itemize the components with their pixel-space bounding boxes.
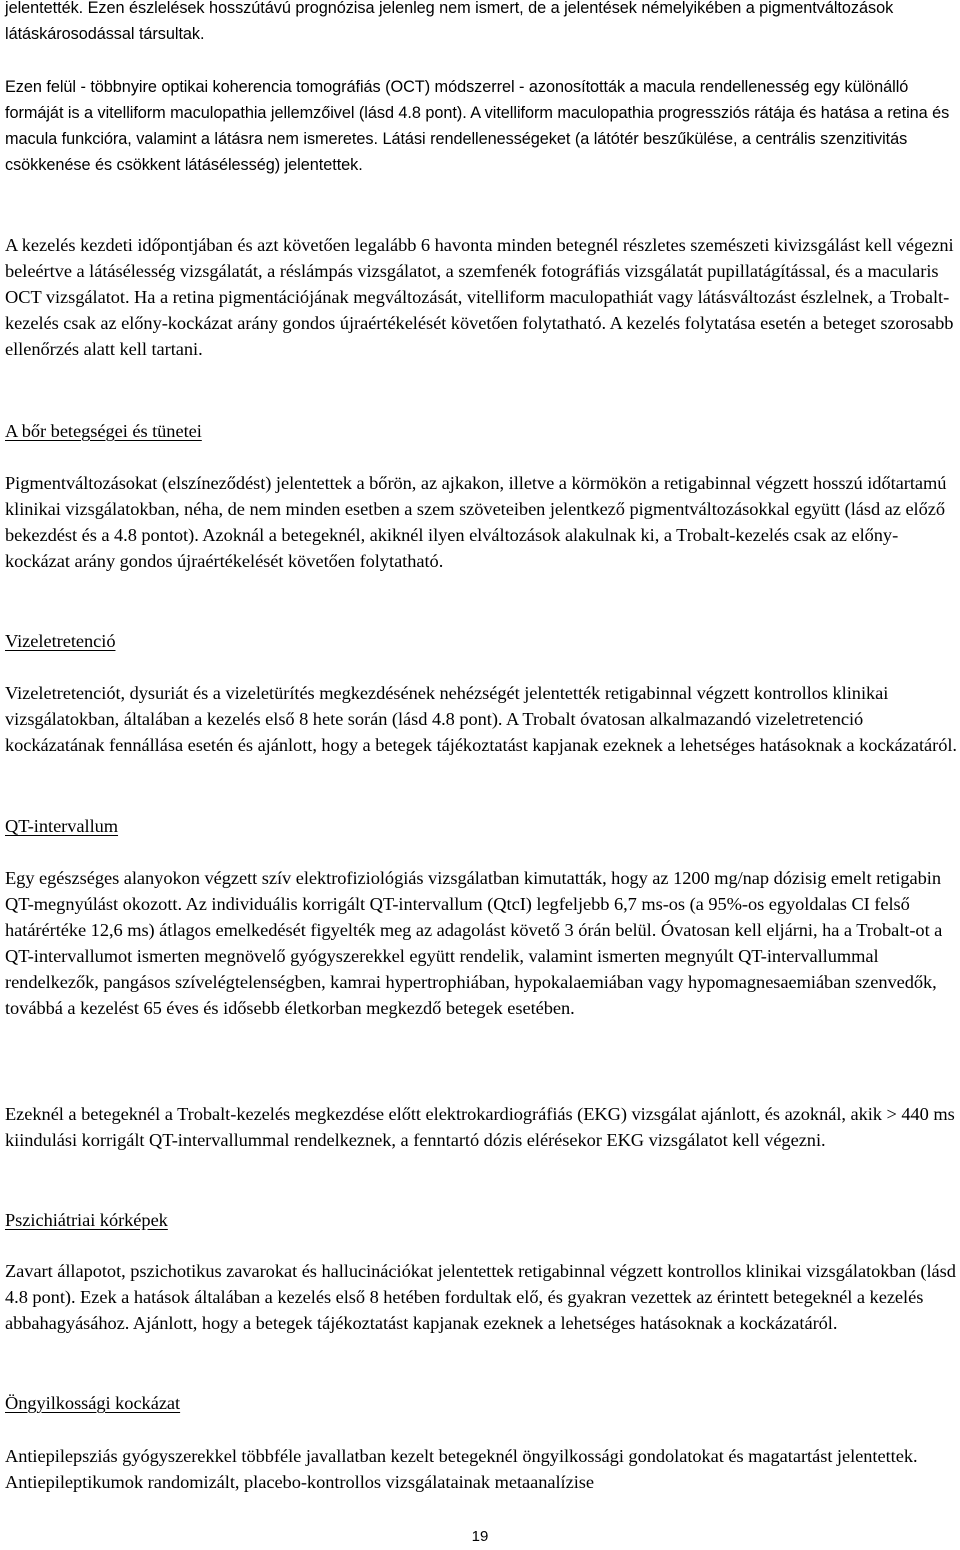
skin-heading: A bőr betegségei és tünetei bbox=[5, 421, 202, 441]
urinary-heading: Vizeletretenció bbox=[5, 631, 116, 651]
skin-paragraph: Pigmentváltozásokat (elszíneződést) jelentettek a bőrön, az ajkakon, illetve a körmökön a retigabinnal végzett hosszú időtartamú klinikai vizsgálatokban, néha, de nem minden esetben a szem szöveteiben jelentkező pigmentváltozásokkal együtt (lásd az előző bekezdést és a 4.8 pontot). Azoknál a betegeknél, akiknél ilyen elváltozások alakulnak ki, a Trobalt-kezelés csak az előny-kockázat arány gondos újraértékelését követően folytatható. bbox=[5, 473, 947, 571]
qt-paragraph-2: Ezeknél a betegeknél a Trobalt-kezelés megkezdése előtt elektrokardiográfiás (EKG) vizsgálat ajánlott, és azoknál, akik > 440 ms kiindulási korrigált QT-intervallummal rendelkeznek, a fenntartó dózis elérésekor EKG vizsgálatot kell végezni. bbox=[5, 1104, 955, 1150]
psychiatric-heading: Pszichiátriai kórképek bbox=[5, 1210, 168, 1230]
suicide-heading: Öngyilkossági kockázat bbox=[5, 1393, 181, 1413]
qt-heading: QT-intervallum bbox=[5, 816, 119, 836]
continuation-paragraph: jelentették. Ezen észlelések hosszútávú prognózisa jelenleg nem ismert, de a jelentések némelyikében a pigmentváltozások látáskárosodással társultak. bbox=[5, 0, 894, 43]
monitoring-paragraph: A kezelés kezdeti időpontjában és azt követően legalább 6 havonta minden betegnél részletes szemészeti kivizsgálást kell végezni beleértve a látásélesség vizsgálatát, a réslámpás vizsgálatot, a szemfenék fotográfiás vizsgálatát pupillatágítással, és a macularis OCT vizsgálatot. Ha a retina pigmentációjának megváltozását, vitelliform maculopathiát vagy látásváltozást észlelnek, a Trobalt-kezelés csak az előny-kockázat arány gondos újraértékelését követően folytatható. A kezelés folytatása esetén a beteget szorosabb ellenőrzés alatt kell tartani. bbox=[5, 235, 954, 359]
urinary-paragraph: Vizeletretenciót, dysuriát és a vizeletürítés megkezdésének nehézségét jelentették retigabinnal végzett kontrollos klinikai vizsgálatokban, általában a kezelés első 8 hete során (lásd 4.8 pont). A Trobalt óvatosan alkalmazandó vizeletretenció kockázatának fennállása esetén és ajánlott, hogy a betegek tájékoztatást kapjanak ezeknek a lehetséges hatásoknak a kockázatáról. bbox=[5, 683, 957, 755]
page-number: 19 bbox=[471, 1528, 489, 1545]
oct-paragraph: Ezen felül - többnyire optikai koherencia tomográfiás (OCT) módszerrel - azonosították a macula rendellenesség egy különálló formáját is a vitelliform maculopathia jellemzőivel (lásd 4.8 pont). A vitelliform maculopathia progressziós rátája és hatása a retina és macula funkcióra, valamint a látásra nem ismeretes. Látási rendellenességeket (a látótér beszűkülése, a centrális szenzitivitás csökkenése és csökkent látásélesség) jelentettek. bbox=[5, 78, 950, 174]
qt-paragraph-1: Egy egészséges alanyokon végzett szív elektrofiziológiás vizsgálatban kimutatták, hogy az 1200 mg/nap dózisig emelt retigabin QT-megnyúlást okozott. Az individuális korrigált QT-intervallum (QtcI) legfeljebb 6,7 ms-os (a 95%-os egyoldalas CI felső határértéke 12,6 ms) átlagos emelkedését figyelték meg az adagolást követő 3 órán belül. Óvatosan kell eljárni, ha a Trobalt-ot a QT-intervallumot ismerten megnövelő gyógyszerekkel együtt rendelik, valamint ismerten megnyúlt QT-intervallummal rendelkezők, pangásos szívelégtelenségben, kamrai hypertrophiában, hypokalaemiában vagy hypomagnesaemiában szenvedők, továbbá a kezelést 65 éves és idősebb életkorban megkezdő betegek esetében. bbox=[5, 868, 943, 1018]
suicide-paragraph: Antiepilepsziás gyógyszerekkel többféle javallatban kezelt betegeknél öngyilkossági gondolatokat és magatartást jelentettek. Antiepileptikumok randomizált, placebo-kontrollos vizsgálatainak metaanalízise bbox=[5, 1446, 918, 1492]
psychiatric-paragraph: Zavart állapotot, pszichotikus zavarokat és hallucinációkat jelentettek retigabinnal végzett kontrollos klinikai vizsgálatokban (lásd 4.8 pont). Ezek a hatások általában a kezelés első 8 hetében fordultak elő, és gyakran vezettek az érintett betegeknél a kezelés abbahagyásához. Ajánlott, hogy a betegek tájékoztatást kapjanak ezeknek a lehetséges hatásoknak a kockázatáról. bbox=[5, 1261, 956, 1333]
